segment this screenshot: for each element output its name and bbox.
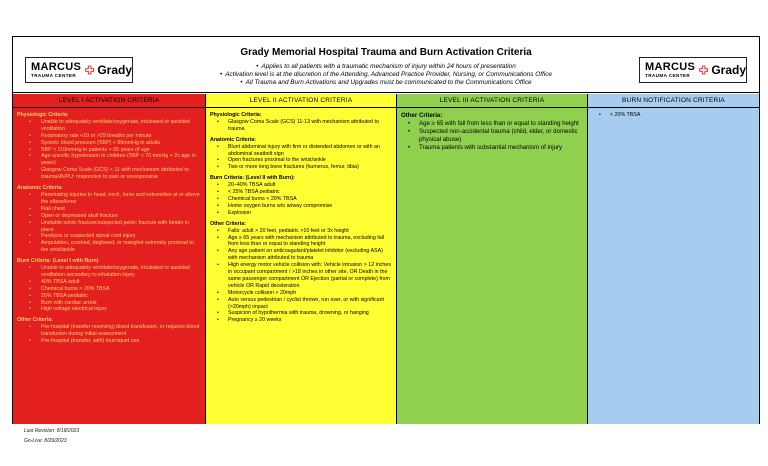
logo-marcus-text: MARCUS (645, 60, 696, 73)
criteria-sheet (12, 36, 760, 424)
column-body (588, 108, 759, 119)
red-cross-icon (699, 63, 708, 77)
criteria-item: • Unable to adequately ventilate/oxygenate, intubated or assisted ventilation secondary to inhalation injury (17, 265, 201, 279)
level-3-column (397, 94, 588, 424)
criteria-item: • Chemical burns > 20% TBSA (17, 286, 201, 293)
logo-sub-text: TRAUMA CENTER (31, 72, 77, 78)
criteria-item: • Pre-hospital (transfer receiving) blood transfusion, or requires blood transfusion during initial assessment (17, 324, 201, 338)
logo-sub-text: TRAUMA CENTER (645, 72, 691, 78)
logo-grady-text: Grady (97, 63, 132, 77)
go-live-date: Go-Live: 8/29/2023 (24, 438, 67, 444)
criteria-item: • 25% TBSA pediatric (17, 293, 201, 300)
criteria-item: • Open or depressed skull fracture (17, 213, 201, 220)
criteria-item: • 20–40% TBSA adult (210, 182, 392, 189)
criteria-item: • Open fractures proximal to the wrist/ankle (210, 157, 392, 164)
criteria-item: • SBP < 110mmHg in patients > 65 years of age (17, 147, 201, 154)
criteria-item: • Suspected non-accidental trauma (child, elder, or domestic physical abuse) (401, 128, 583, 144)
criteria-list (17, 324, 201, 345)
section-title: Burn Criteria: (Level I with Burn) (17, 258, 99, 265)
criteria-item: • Glasgow Coma Scale (GCS) 11-13 with mechanism attributed to trauma (210, 119, 392, 133)
section-title: Other Criteria: (17, 317, 53, 324)
column-body (206, 108, 396, 324)
section-title: Anatomic Criteria: (210, 136, 256, 143)
criteria-item: • 40% TBSA adult (17, 279, 201, 286)
criteria-item: • Unable to adequately ventilate/oxygenate, intubated or assisted ventilation (17, 119, 201, 133)
criteria-list (210, 144, 392, 172)
section-title: Other Criteria: (401, 112, 443, 119)
criteria-item: • Respiratory rate <10 or >29 breaths per minute (17, 133, 201, 140)
criteria-item: • Pre-hospital (transfer, with) tourniquet use (17, 338, 201, 345)
burn-notification-column (588, 94, 759, 424)
criteria-item: • Suspicion of hypothermia with trauma, drowning, or hanging (210, 310, 392, 317)
header-line-2: • Activation level is at the discretion of the Attending, Advanced Practice Provider, Nursing, or Communications Office (220, 71, 552, 78)
marcus-grady-logo-left (25, 57, 133, 83)
page-title: Grady Memorial Hospital Trauma and Burn Activation Criteria (240, 47, 532, 58)
criteria-list (210, 182, 392, 217)
section-title: Burn Criteria: (Level II with Burn): (210, 175, 295, 182)
column-body (13, 108, 205, 345)
criteria-item: • Explosion (210, 210, 392, 217)
revision-date: Last Revision: 8/18/2023 (24, 428, 80, 434)
criteria-list (17, 119, 201, 181)
criteria-item: • Penetrating injuries to head, neck, torso and extremities at or above the elbow/knee (17, 192, 201, 206)
criteria-item: • Burn with cardiac arrest (17, 300, 201, 307)
criteria-item: • High voltage electrical injury (17, 306, 201, 313)
column-heading: LEVEL I ACTIVATION CRITERIA (13, 94, 205, 108)
criteria-item: • < 20% TBSA (592, 112, 755, 119)
footer (24, 426, 79, 446)
logo-grady-text: Grady (711, 63, 746, 77)
criteria-item: • Motorcycle collision > 20mph (210, 290, 392, 297)
section-title: Other Criteria: (210, 220, 246, 227)
criteria-item: • High energy motor vehicle collision with: Vehicle intrusion > 12 inches in occupant compartment / >18 inches in other site, OR Death in the same passenger compartment OR Ejection (partial or complete) from vehicle OR Rapid deceleration (210, 262, 392, 290)
marcus-grady-logo-right (639, 57, 747, 83)
criteria-item: • Auto versus pedestrian / cyclist thrown, run over, or with significant (>20mph) impact (210, 297, 392, 311)
title-block (153, 47, 619, 87)
criteria-item: • Pregnancy ≥ 20 weeks (210, 317, 392, 324)
criteria-list (17, 265, 201, 313)
section-title: Physiologic Criteria: (210, 112, 262, 118)
header-line-3: • All Trauma and Burn Activations and Upgrades must be communicated to the Communications Office (240, 79, 532, 86)
criteria-list (401, 120, 583, 152)
criteria-item: • Falls: adult > 20 feet, pediatric >10 feet or 3x height (210, 228, 392, 235)
criteria-item: • Blunt abdominal injury with firm or distended abdomen or with an abdominal seatbelt sign (210, 144, 392, 158)
criteria-item: • Chemical burns < 20% TBSA (210, 196, 392, 203)
criteria-item: • Home oxygen burns w/o airway compromise (210, 203, 392, 210)
criteria-list (210, 228, 392, 325)
criteria-item: • Paralysis or suspected spinal cord injury (17, 233, 201, 240)
column-heading: BURN NOTIFICATION CRITERIA (588, 94, 759, 108)
column-heading: LEVEL II ACTIVATION CRITERIA (206, 94, 396, 108)
red-cross-icon (85, 63, 94, 77)
criteria-item: • < 25% TBSA pediatric (210, 189, 392, 196)
criteria-list (210, 119, 392, 133)
document-header (13, 37, 759, 93)
criteria-list (17, 192, 201, 254)
header-line-1: • Applies to all patients with a traumatic mechanism of injury within 24 hours of presentation (256, 63, 516, 70)
section-title: Anatomic Criteria: (17, 185, 63, 192)
criteria-item: • Glasgow Coma Scale (GCS) < 11 with mechanism attributed to trauma/AVPU: responsive to pain or unresponsive (17, 167, 201, 181)
criteria-item: • Age-specific hypotension in children (SBP < 70 mmHg + 2x age in years) (17, 153, 201, 167)
criteria-item: • Systolic blood pressure (SBP) < 90mmHg in adults (17, 140, 201, 147)
logo-marcus-text: MARCUS (31, 60, 82, 73)
criteria-item: • Flail chest (17, 206, 201, 213)
criteria-item: • Age ≥ 65 years with mechanism attributed to trauma, excluding fall from less than or equal to standing height (210, 235, 392, 249)
criteria-item: • Amputation, crushed, degloved, or mangled extremity proximal to the wrist/ankle (17, 240, 201, 254)
criteria-item: • Two or more long bone fractures (humerus, femur, tibia) (210, 164, 392, 171)
criteria-item: • Any age patient on anticoagulant/platelet inhibitor (excluding ASA) with mechanism attributed to trauma (210, 248, 392, 262)
column-heading: LEVEL III ACTIVATION CRITERIA (397, 94, 587, 108)
criteria-item: • Unstable pelvic fracture/suspected pelvic fracture with binder in place (17, 220, 201, 234)
criteria-item: • Age ≥ 65 with fall from less than or equal to standing height (401, 120, 583, 128)
criteria-item: • Trauma patients with substantial mechanism of injury (401, 144, 583, 152)
level-2-column (206, 94, 397, 424)
criteria-list (592, 112, 755, 119)
level-1-column (13, 94, 206, 424)
section-title: Physiologic Criteria: (17, 112, 69, 118)
column-body (397, 108, 587, 152)
